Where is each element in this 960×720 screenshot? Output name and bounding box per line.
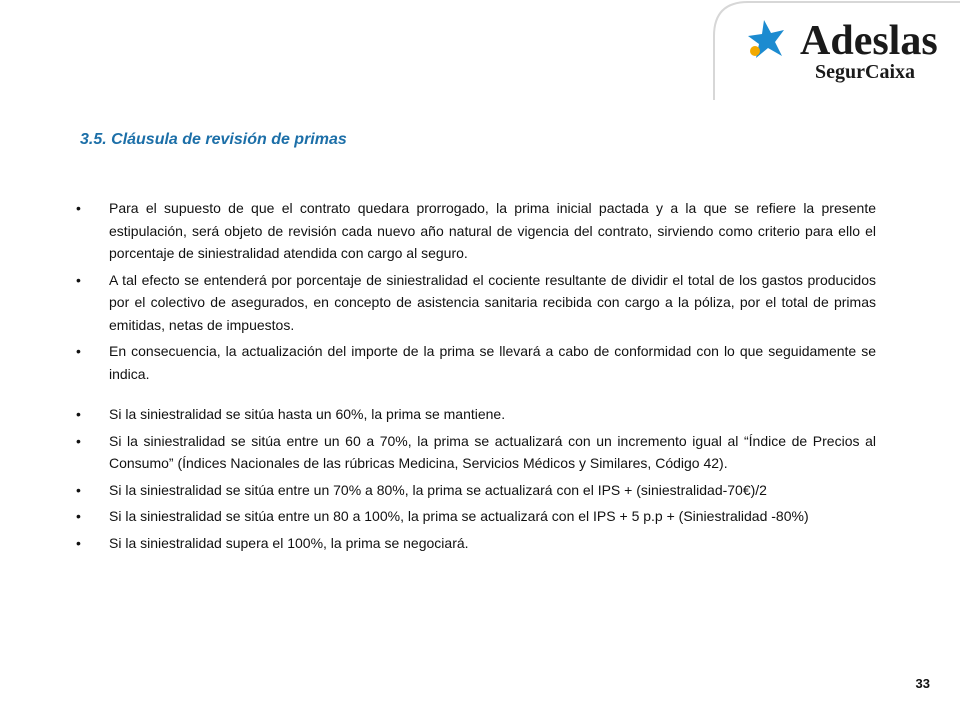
star-icon	[748, 20, 784, 58]
list-item	[76, 532, 876, 555]
bullet-icon: •	[76, 508, 81, 524]
list-item	[76, 197, 876, 265]
paragraph-text: Si la siniestralidad se sitúa entre un 60 a 70%, la prima se actualizará con un incremento igual al “Índice de Precios al Consumo” (Índices Nacionales de las rúbricas Medicina, Servicios Médicos y Similares, Código 42).	[109, 432, 876, 471]
clause-list	[76, 197, 876, 558]
list-item	[76, 505, 876, 528]
logo-sub-text: SegurCaixa	[815, 61, 915, 83]
paragraph-text: Si la siniestralidad se sitúa entre un 70% a 80%, la prima se actualizará con el IPS + (siniestralidad-70€)/2	[109, 481, 767, 498]
bullet-icon: •	[76, 200, 81, 216]
list-item	[76, 430, 876, 475]
list-item	[76, 340, 876, 385]
list-item	[76, 269, 876, 337]
logo-brand-text: Adeslas	[800, 18, 938, 64]
paragraph-text: Si la siniestralidad se sitúa hasta un 60%, la prima se mantiene.	[109, 406, 506, 422]
paragraph-text: Si la siniestralidad supera el 100%, la prima se negociará.	[109, 534, 469, 551]
bullet-icon: •	[76, 481, 81, 498]
paragraph-text: Para el supuesto de que el contrato quedara prorrogado, la prima inicial pactada y a la que se refiere la presente estipulación, será objeto de revisión cada nuevo año natural de vigencia del contrato, sirviendo como criterio para ello el porcentaje de siniestralidad atendida con cargo al seguro.	[109, 200, 876, 261]
bullet-icon: •	[76, 432, 81, 449]
paragraph-text: En consecuencia, la actualización del importe de la prima se llevará a cabo de conformidad con lo que seguidamente se indica.	[109, 343, 876, 382]
bullet-icon: •	[76, 406, 81, 422]
bullet-icon: •	[76, 271, 81, 288]
paragraph-text: Si la siniestralidad se sitúa entre un 80 a 100%, la prima se actualizará con el IPS + 5 p.p + (Siniestralidad -80%)	[109, 508, 809, 524]
paragraph-text: A tal efecto se entenderá por porcentaje de siniestralidad el cociente resultante de dividir el total de los gastos producidos por el colectivo de asegurados, en concepto de asistencia sanitaria recibida con cargo a la póliza, por el total de primas emitidas, netas de impuestos.	[109, 271, 876, 333]
page-number: 33	[915, 676, 930, 691]
list-item	[76, 403, 876, 426]
section-title: 3.5. Cláusula de revisión de primas	[80, 131, 347, 148]
list-item	[76, 479, 876, 502]
bullet-icon: •	[76, 343, 81, 359]
bullet-icon: •	[76, 534, 81, 551]
